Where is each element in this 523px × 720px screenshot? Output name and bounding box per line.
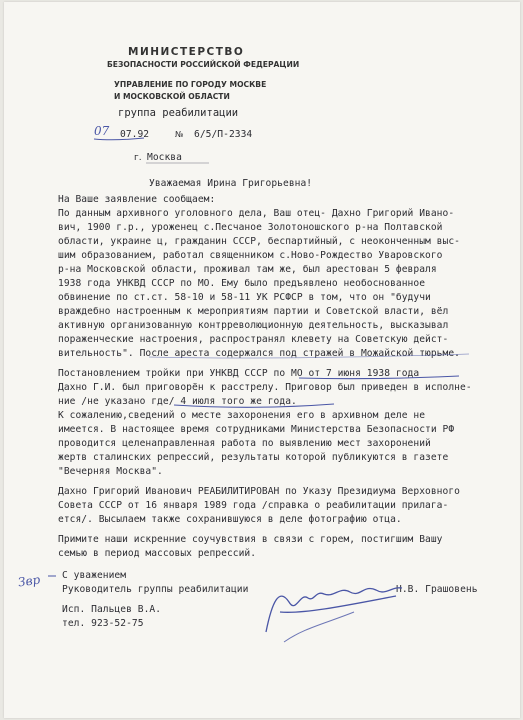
body-line: Постановлением тройки при УНКВД СССР по МО от 7 июня 1938 года	[58, 368, 420, 379]
body-line: р-на Московской области, проживал там же, был арестован 5 февраля	[58, 264, 437, 275]
underline-sentence-date	[299, 376, 459, 379]
body-line: обвинение по ст.ст. 58-10 и 58-11 УК РСФСР в том, что он "будучи	[58, 292, 431, 303]
margin-note: Звр	[17, 572, 42, 590]
group-label: группа реабилитации	[118, 107, 239, 119]
executor-phone: тел. 923-52-75	[62, 618, 144, 629]
salutation: Уважаемая Ирина Григорьевна!	[149, 178, 313, 189]
department-line-1: УПРАВЛЕНИЕ ПО ГОРОДУ МОСКВЕ	[114, 80, 267, 89]
body-line: проводится целенаправленная работа по выявлению мест захоронений	[58, 438, 431, 449]
signature-tail	[284, 612, 354, 642]
body-line: враждебно настроенным к мероприятиям партии и Советской власти, вёл	[58, 306, 449, 317]
underline-execution-date	[174, 404, 334, 407]
body-line: 1938 года УНКВД СССР по МО. Ему было предъявлено необоснованное	[58, 278, 426, 289]
signature	[266, 588, 402, 632]
executor: Исп. Пальцев В.А.	[62, 604, 162, 615]
department-line-2: И МОСКОВСКОЙ ОБЛАСТИ	[114, 92, 230, 101]
city-prefix: г.	[134, 153, 142, 163]
body-line: Совета СССР от 16 января 1989 года /справка о реабилитации прилага-	[58, 500, 449, 511]
ministry-subtitle: БЕЗОПАСНОСТИ РОССИЙСКОЙ ФЕДЕРАЦИИ	[107, 60, 300, 69]
body-line: активную организованную контрреволюционную деятельность, высказывал	[58, 320, 449, 331]
closing-regards: С уважением	[62, 570, 127, 581]
date-underline	[94, 138, 144, 140]
body-line: шим образованием, работал священником с.Ново-Рождество Уваровского	[58, 250, 443, 261]
body-line: жертв сталинских репрессий, результаты которой публикуются в газете	[58, 452, 449, 463]
body-line: ется/. Высылаем также сохранившуюся в деле фотографию отца.	[58, 514, 402, 525]
signer-position: Руководитель группы реабилитации	[62, 584, 249, 595]
body-line: вительность". После ареста содержался под стражей в Можайской тюрьме.	[58, 348, 460, 359]
body-line: области, украине ц, гражданин СССР, беспартийный, с неоконченным выс-	[58, 236, 460, 247]
body-line: семью в период массовых репрессий.	[58, 548, 257, 559]
document-number: 6/5/П-2334	[194, 129, 253, 140]
pen-marks	[4, 2, 520, 718]
body-line: Дахно Григорий Иванович РЕАБИЛИТИРОВАН по Указу Президиума Верховного	[58, 486, 460, 497]
letter-date: 07.92	[120, 129, 150, 140]
body-line: Дахно Г.И. был приговорён к расстрелу. Приговор был приведен в исполне-	[58, 382, 472, 393]
underline-arrest-note	[149, 354, 469, 358]
body-line: По данным архивного уголовного дела, Ваш отец- Дахно Григорий Ивано-	[58, 208, 455, 219]
body-line: "Вечерняя Москва".	[58, 466, 163, 477]
city-name: Москва	[147, 152, 182, 163]
letter-sheet	[4, 2, 520, 718]
body-line: имеется. В настоящее время сотрудниками Министерства Безопасности РФ	[58, 424, 455, 435]
body-line: пораженческие настроения, распространял клевету на Советскую дейст-	[58, 334, 449, 345]
body-line: К сожалению,сведений о месте захоронения его в архивном деле не	[58, 410, 426, 421]
body-line: вич, 1900 г.р., уроженец с.Песчаное Золотоношского р-на Полтавской	[58, 222, 443, 233]
signer-name: Н.В. Грашовень	[396, 584, 478, 595]
ministry-title: МИНИСТЕРСТВО	[128, 46, 245, 58]
body-line: ние /не указано где/ 4 июля того же года.	[58, 396, 297, 407]
handwritten-date-day: 07	[94, 124, 110, 138]
number-sign: №	[175, 130, 184, 139]
body-line: На Ваше заявление сообщаем:	[58, 194, 216, 205]
body-line: Примите наши искренние соучувствия в связи с горем, постигшим Вашу	[58, 534, 443, 545]
